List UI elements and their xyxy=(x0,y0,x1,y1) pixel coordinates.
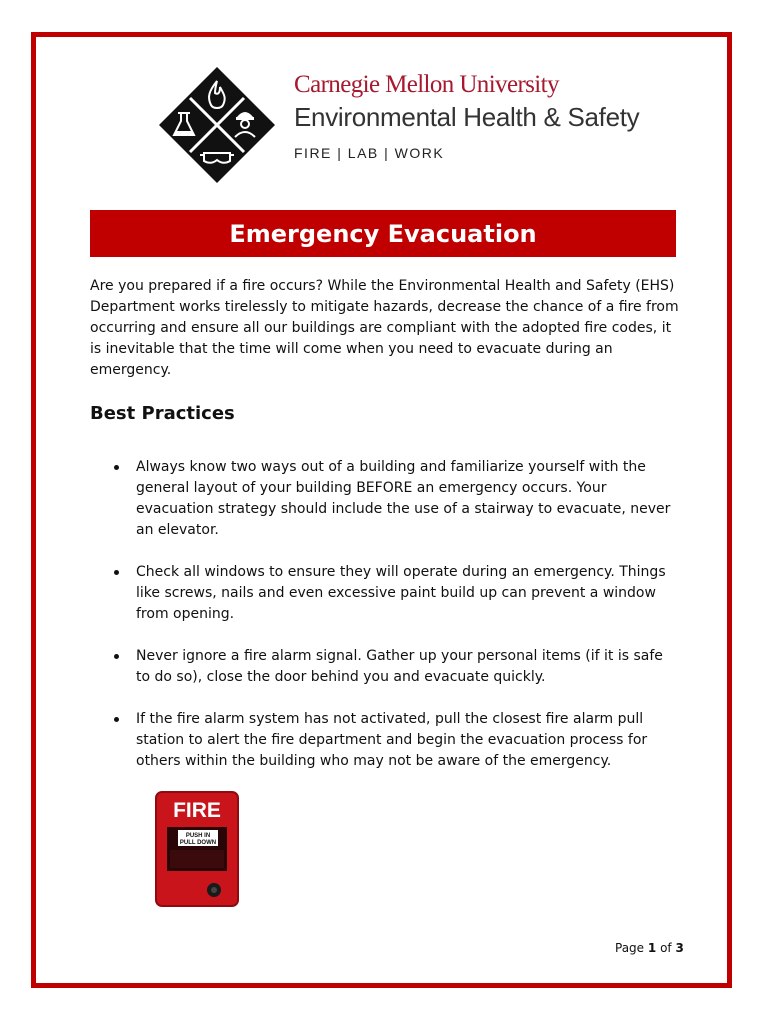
page-number xyxy=(615,941,684,955)
page-title: Emergency Evacuation xyxy=(90,210,676,257)
intro-paragraph: Are you prepared if a fire occurs? While the Environmental Health and Safety (EHS) Department works tirelessly to mitigate hazards, decrease the chance of a fire from occurring and ensure all our buildings are compliant with the adopted fire codes, it is inevitable that the time will come when you need to evacuate during an emergency. xyxy=(90,278,679,378)
fire-alarm-pull-station-image xyxy=(154,790,240,908)
section-heading: Best Practices xyxy=(90,403,235,424)
alarm-fire-label: FIRE xyxy=(173,799,221,822)
page-current: 1 xyxy=(647,941,657,955)
list-item: If the fire alarm system has not activated, pull the closest fire alarm pull station to alert the fire department and begin the evacuation process for others within the building who may not be aware of the emergency. xyxy=(90,709,680,772)
main-content xyxy=(90,276,680,793)
department-name: Environmental Health & Safety xyxy=(294,102,640,132)
ehs-logo xyxy=(157,65,277,185)
list-item: Always know two ways out of a building and familiarize yourself with the general layout of your building BEFORE an emergency occurs. Your evacuation strategy should include the use of a stairway to evacuate, never an elevator. xyxy=(90,457,680,541)
brand-block xyxy=(294,70,639,161)
alarm-instruction-1: PUSH IN xyxy=(185,833,211,839)
page-word: Page xyxy=(615,941,645,955)
best-practices-list xyxy=(90,457,680,772)
of-word: of xyxy=(660,941,672,955)
institution-name: Carnegie Mellon University xyxy=(294,71,559,98)
list-item: Never ignore a fire alarm signal. Gather up your personal items (if it is safe to do so), close the door behind you and evacuate quickly. xyxy=(90,646,680,688)
alarm-instruction-2: PULL DOWN xyxy=(179,840,217,846)
list-item: Check all windows to ensure they will operate during an emergency. Things like screws, nails and even excessive paint build up can prevent a window from opening. xyxy=(90,562,680,625)
page-total: 3 xyxy=(675,941,684,955)
tagline: FIRE | LAB | WORK xyxy=(294,145,445,161)
